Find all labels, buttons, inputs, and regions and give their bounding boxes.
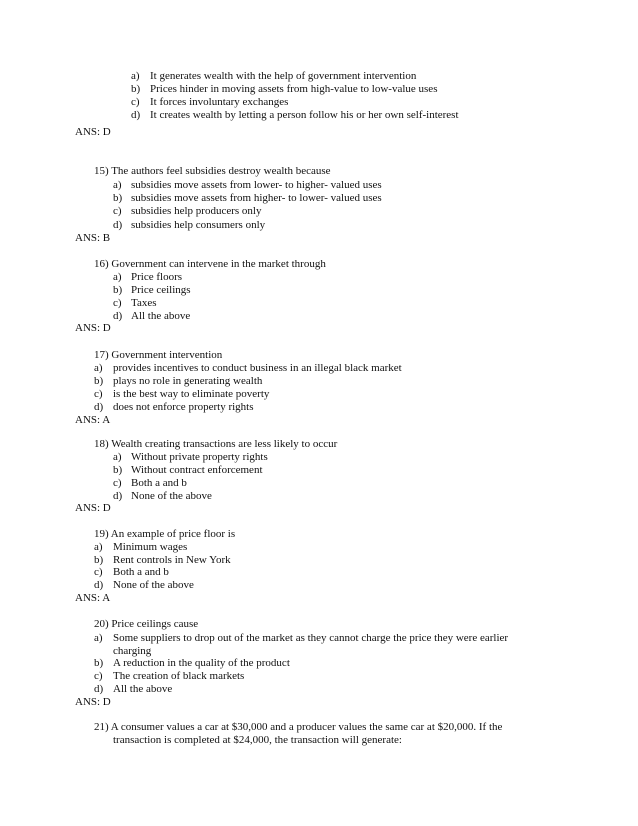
option-text: Minimum wages [113,541,188,553]
option-label: c) [94,566,103,578]
option-text: Without contract enforcement [131,464,263,476]
option-text: Price floors [131,271,183,283]
option-text: None of the above [113,579,194,591]
option-text: Both a and b [113,566,169,578]
option-label: b) [94,657,104,669]
answer-17: ANS: A [75,414,111,426]
option-label: a) [131,70,140,82]
option-label: c) [94,670,103,682]
option-label: d) [94,683,104,695]
answer-18: ANS: D [75,502,111,514]
option-text: subsidies move assets from higher- to lower- valued uses [131,192,382,204]
option-text: It creates wealth by letting a person follow his or her own self-interest [150,109,459,121]
question-text: 21) A consumer values a car at $30,000 and a producer values the same car at $20,000. If the [94,721,503,733]
option-label: a) [94,362,103,374]
option-label: c) [113,297,122,309]
option-label: d) [113,490,123,502]
option-text: Rent controls in New York [113,554,231,566]
option-text: does not enforce property rights [113,401,254,413]
option-text: is the best way to eliminate poverty [113,388,270,400]
option-text: All the above [113,683,173,695]
option-text: Prices hinder in moving assets from high-value to low-value uses [150,83,438,95]
option-text: A reduction in the quality of the product [113,657,290,669]
option-text: plays no role in generating wealth [113,375,263,387]
question-text: 18) Wealth creating transactions are less likely to occur [94,438,338,450]
option-text: subsidies move assets from lower- to higher- valued uses [131,179,382,191]
question-text: 15) The authors feel subsidies destroy wealth because [94,165,331,177]
option-label: a) [94,632,103,644]
option-text: Both a and b [131,477,187,489]
answer-19: ANS: A [75,592,111,604]
option-label: b) [113,192,123,204]
option-label: c) [131,96,140,108]
option-text: Taxes [131,297,157,309]
option-label: b) [113,284,123,296]
option-label: a) [113,179,122,191]
option-text: It generates wealth with the help of government intervention [150,70,417,82]
answer-16: ANS: D [75,322,111,334]
answer-20: ANS: D [75,696,111,708]
question-text: 20) Price ceilings cause [94,618,199,630]
option-text-continued: charging [113,645,152,657]
option-label: c) [113,205,122,217]
question-text-continued: transaction is completed at $24,000, the transaction will generate: [113,734,402,746]
option-text: provides incentives to conduct business in an illegal black market [113,362,402,374]
answer-14: ANS: D [75,126,111,138]
option-label: d) [131,109,141,121]
option-text: Without private property rights [131,451,268,463]
option-label: d) [94,401,104,413]
option-text: None of the above [131,490,212,502]
option-label: c) [113,477,122,489]
option-label: b) [94,375,104,387]
option-label: b) [131,83,141,95]
option-label: d) [113,219,123,231]
option-text: All the above [131,310,191,322]
option-label: d) [113,310,123,322]
option-label: a) [113,271,122,283]
option-label: a) [94,541,103,553]
option-text: Some suppliers to drop out of the market as they cannot charge the price they were earlier [113,632,509,644]
question-text: 19) An example of price floor is [94,528,236,540]
option-label: c) [94,388,103,400]
option-label: a) [113,451,122,463]
question-text: 17) Government intervention [94,349,223,361]
option-text: The creation of black markets [113,670,245,682]
option-text: Price ceilings [131,284,191,296]
option-text: subsidies help consumers only [131,219,266,231]
option-label: d) [94,579,104,591]
answer-15: ANS: B [75,232,111,244]
option-label: b) [94,554,104,566]
question-text: 16) Government can intervene in the market through [94,258,326,270]
option-text: subsidies help producers only [131,205,262,217]
option-label: b) [113,464,123,476]
option-text: It forces involuntary exchanges [150,96,289,108]
